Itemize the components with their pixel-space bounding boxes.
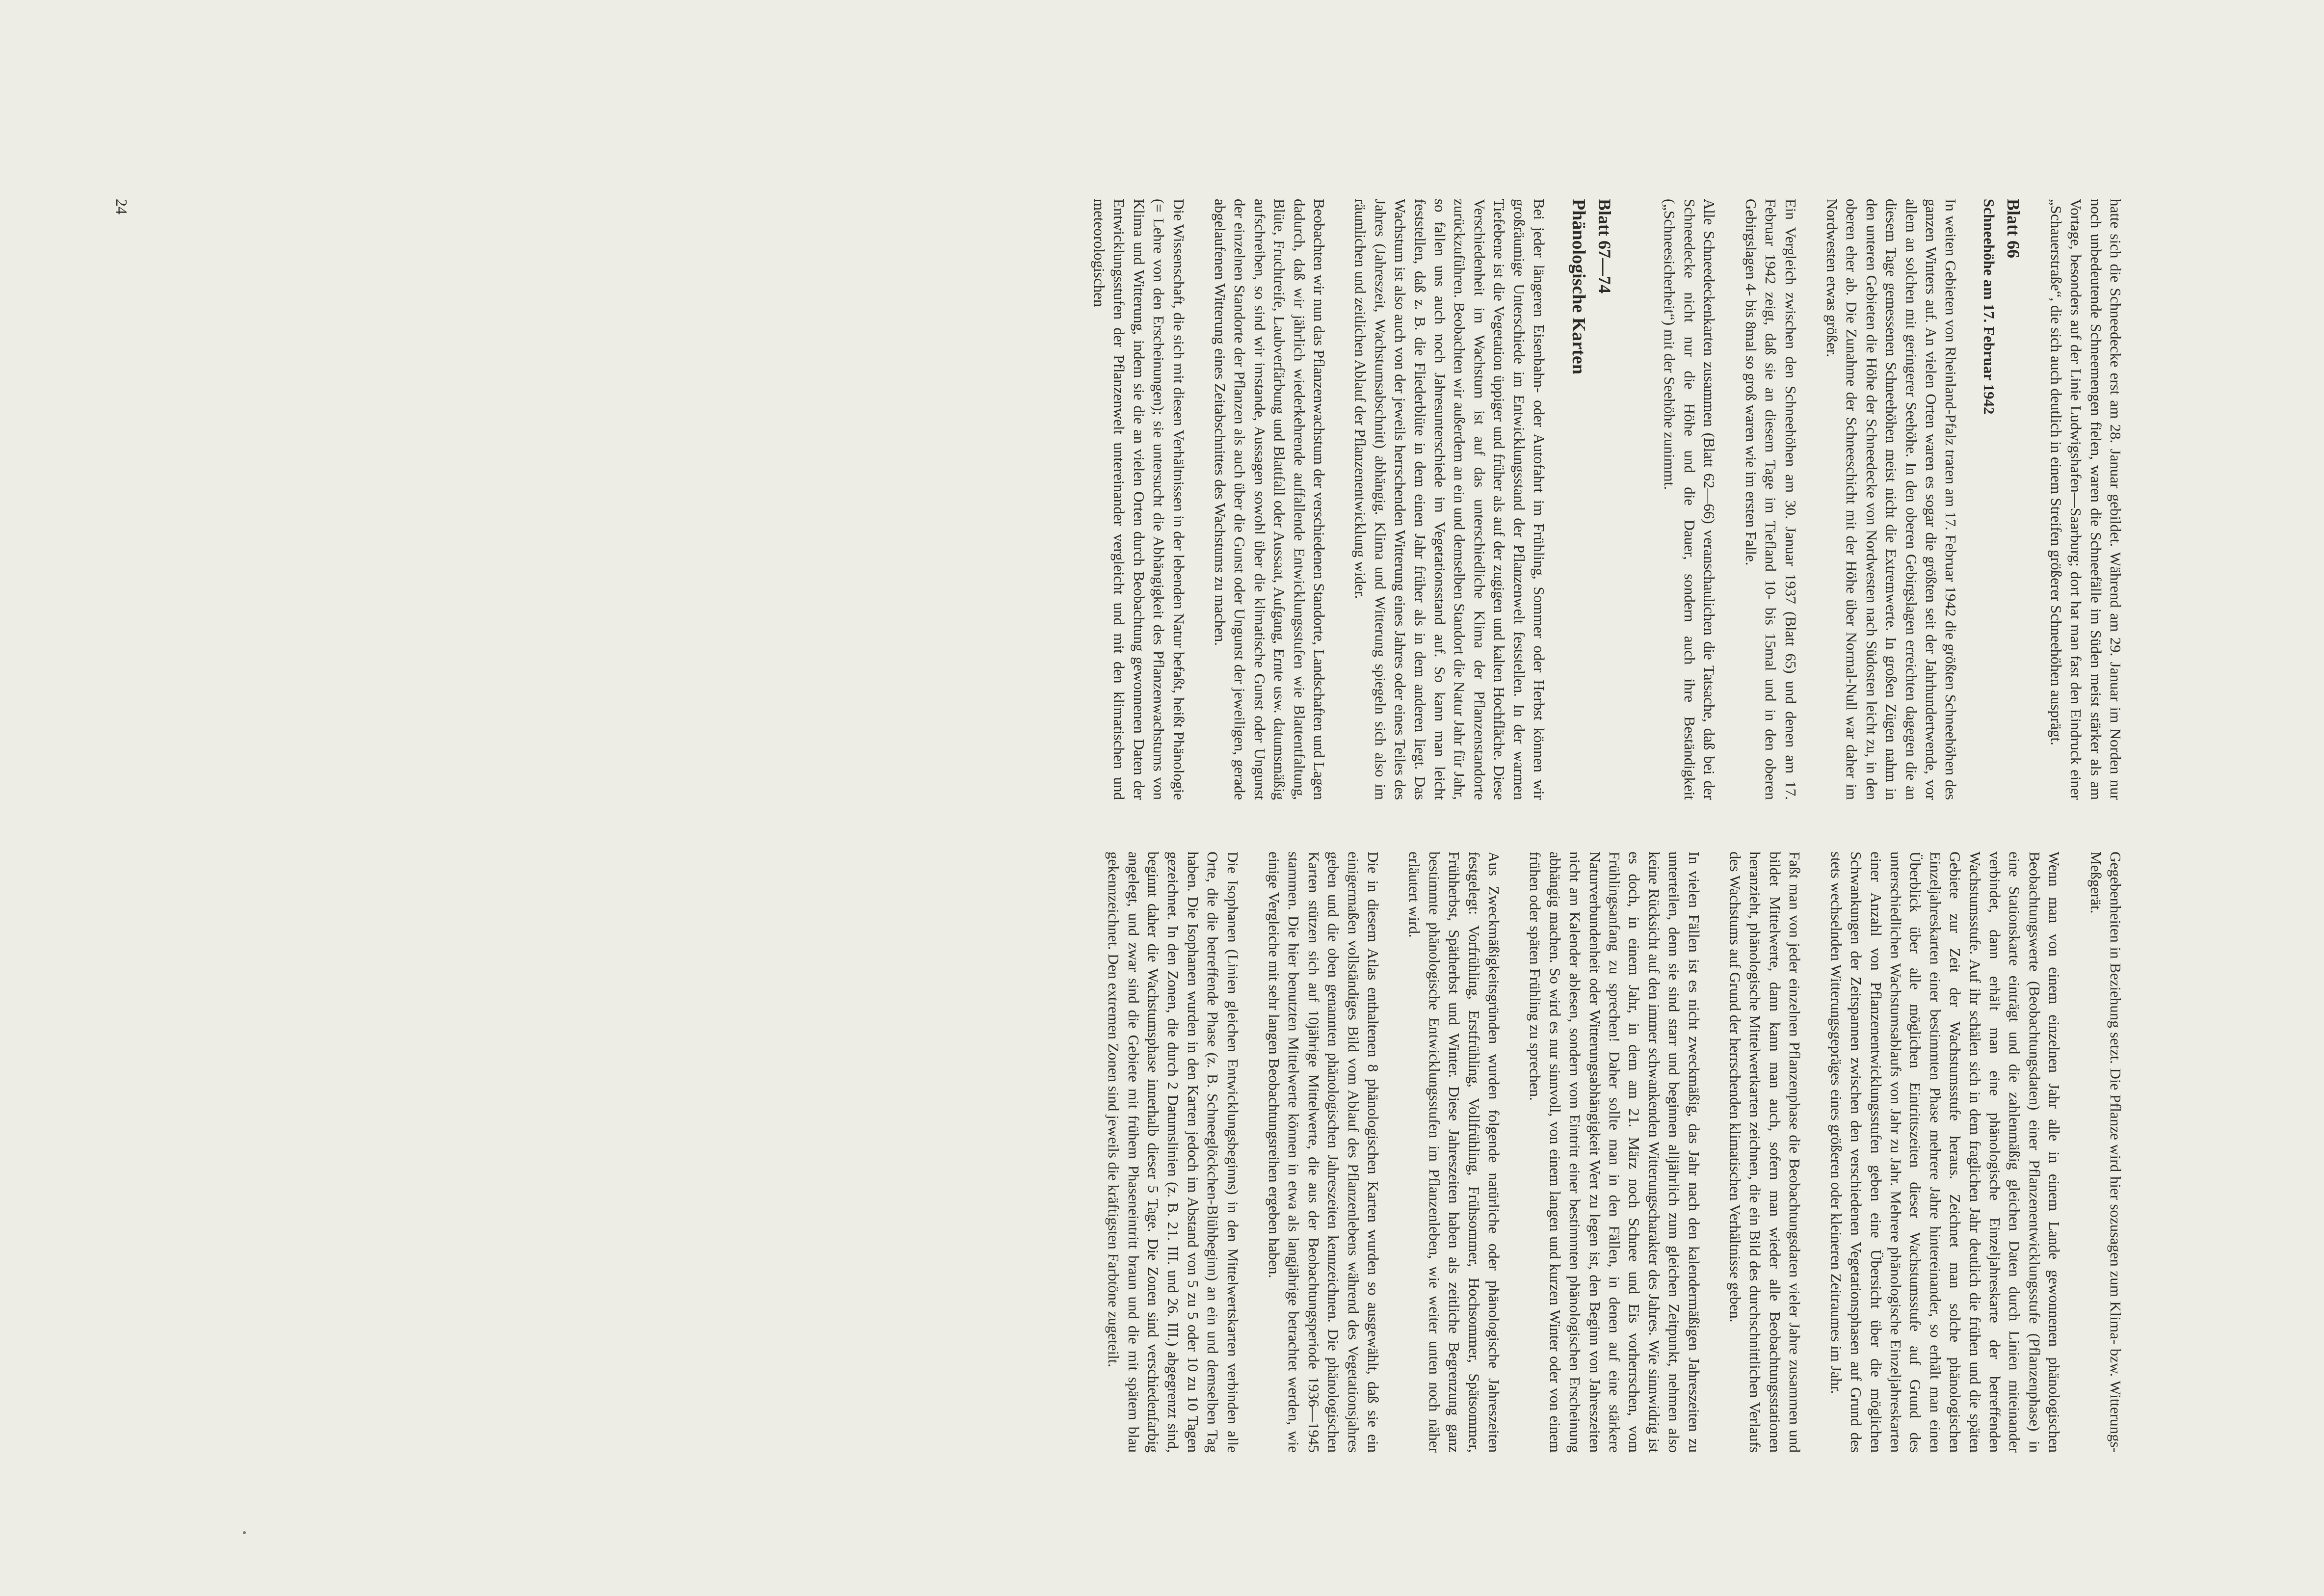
left-sheet-heading: Blatt 66 (2004, 199, 2024, 258)
left-paragraph: Ein Vergleich zwischen den Schneehöhen am 30. Januar 1937 (Blatt 65) und denen am 17. Februar 1942 zeigt, daß sie an diesem Tage im Tiefland 10- bis 15mal und in den oberen Gebirgslagen 4- bis 8mal so groß waren wie im ersten Falle. (1742, 199, 1799, 800)
left-paragraph: Alle Schneedeckenkarten zusammen (Blatt 62—66) veranschaulichen die Tatsache, daß bei der Schneedecke nicht nur die Höhe und die Dauer, sondern auch ihre Beständigkeit („Schneesicherheit“) mit der Seehöhe zunimmt. (1661, 199, 1718, 800)
left-paragraph: Bei jeder längeren Eisenbahn- oder Autofahrt im Frühling, Sommer oder Herbst können wir großräumige Unterschiede im Entwicklungsstand der Pflanzenwelt feststellen. In der warmen Tiefebene ist die Vegetation üppiger und früher als auf der zugigen und kalten Hochfläche. Diese Verschiedenheit im Wachstum ist auf das unterschiedliche Klima der Pflanzenstandorte zurückzuführen. Beobachten wir außerdem an ein und demselben Standort die Natur Jahr für Jahr, so fallen uns auch noch Jahresunterschiede im Vegetationsstand auf. So kann man leicht feststellen, daß z. B. die Fliederblüte in dem einen Jahr früher als in dem anderen liegt. Das Wachstum ist also auch von der jeweils herrschenden Witterung eines Jahres oder eines Teiles des Jahres (Jahreszeit, Wachstumsabschnitt) abhängig. Klima und Witterung spiegeln sich also im räumlichen und zeitlichen Ablauf der Pflanzenentwicklung wider. (1352, 199, 1548, 800)
right-paragraph: Wenn man von einem einzelnen Jahr alle in einem Lande gewonnenen phänologischen Beobachtungswerte (Beobachtungsdaten) einer Pflanzenentwicklungsstufe (Pflanzenphase) in eine Stationskarte einträgt und die zahlenmäßig gleichen Daten durch Linien miteinander verbindet, dann erhält man eine phänologische Einzeljahreskarte der betreffenden Wachstumsstufe. Auf ihr schälen sich in dem fraglichen Jahr deutlich die frühen und die späten Gebiete zur Zeit der Wachstumsstufe heraus. Zeichnet man solche phänologischen Einzeljahreskarten einer bestimmten Phase mehrere Jahre hintereinander, so erhält man einen Überblick über alle möglichen Eintrittszeiten dieser Wachstumsstufe auf Grund des unterschiedlichen Wachstumsablaufs von Jahr zu Jahr. Mehrere phänologische Einzeljahreskarten einer Anzahl von Pflanzenentwicklungsstufen geben eine Übersicht über die möglichen Schwankungen der Zeitspannen zwischen den verschiedenen Vegetationsphasen auf Grund des stets wechselnden Witterungsgepräges eines größeren oder kleineren Zeitraumes im Jahr. (1827, 851, 2063, 1453)
left-map-title: Schneehöhe am 17. Februar 1942 (1981, 199, 1998, 415)
left-paragraph: hatte sich die Schneedecke erst am 28. Januar gebildet. Während am 29. Januar im Norden nur noch unbedeutende Schneemengen fielen, waren die Schneefälle im Süden meist stärker als am Vortage, besonders auf der Linie Ludwigshafen—Saarburg; dort hat man fast den Eindruck einer „Schauerstraße“, die sich auch deutlich in einem Streifen größerer Schneehöhen ausprägt. (2047, 199, 2124, 800)
right-paragraph: Gegebenheiten in Beziehung setzt. Die Pflanze wird hier sozusagen zum Klima- bzw. Witterungs-Meßgerät. (2087, 851, 2124, 1453)
right-paragraph: Die in diesem Atlas enthaltenen 8 phänologischen Karten wurden so ausgewählt, daß sie ein einigermaßen vollständiges Bild vom Ablauf des Pflanzenlebens während des Vegetationsjahres geben und die oben genannten phänologischen Jahreszeiten kennzeichnen. Die phänologischen Karten stützen sich auf 10jährige Mittelwerte, die aus der Beobachtungsperiode 1936—1945 stammen. Die hier benutzten Mittelwerte können in etwa als langjährige betrachtet werden, wie einige Vergleiche mit sehr langen Beobachtungsreihen ergeben haben. (1265, 851, 1382, 1453)
right-paragraph: Faßt man von jeder einzelnen Pflanzenphase die Beobachtungsdaten vieler Jahre zusammen und bildet Mittelwerte, dann kann man auch, sofern man wieder alle Beobachtungsstationen heranzieht, phänologische Mittelwertkarten zeichnen, die ein Bild des durchschnittlichen Verlaufs des Wachstums auf Grund der herrschenden klimatischen Verhältnisse geben. (1727, 851, 1804, 1453)
right-paragraph: Die Isophanen (Linien gleichen Entwicklungsbeginns) in den Mittelwertskarten verbinden alle Orte, die die betreffende Phase (z. B. Schneeglöckchen-Blühbeginn) an ein und demselben Tag haben. Die Isophanen wurden in den Karten jedoch im Abstand von 5 zu 5 oder 10 zu 10 Tagen gezeichnet. In den Zonen, die durch 2 Datumslinien (z. B. 21. III. und 26. III.) abgegrenzt sind, beginnt daher die Wachstumsphase innerhalb dieser 5 Tage. Die Zonen sind verschiedenfarbig angelegt, und zwar sind die Gebiete mit frühem Phaseneintritt braun und die mit spätem blau gekennzeichnet. Den extremen Zonen sind jeweils die kräftigsten Farbtöne zugeteilt. (1105, 851, 1241, 1453)
left-section-title: Phänologische Karten (1568, 199, 1589, 374)
right-column (1082, 851, 2125, 1453)
right-paragraph: Aus Zweckmäßigkeitsgründen wurden folgende natürliche oder phänologische Jahreszeiten festgelegt: Vorfrühling, Erstfrühling, Vollfrühling, Frühsommer, Hochsommer, Spätsommer, Frühherbst, Spätherbst und Winter. Diese Jahreszeiten haben als zeitliche Begrenzung ganz bestimmte phänologische Entwicklungsstufen im Pflanzenleben, wie weiter unten noch näher erläutert wird. (1406, 851, 1503, 1453)
left-column (1068, 199, 2125, 800)
right-paragraph: In vielen Fällen ist es nicht zweckmäßig, das Jahr nach den kalendermäßigen Jahreszeiten zu unterteilen, denn sie sind starr und beginnen alljährlich zum gleichen Zeitpunkt, nehmen also keine Rücksicht auf den immer schwankenden Witterungscharakter des Jahres. Wie sinnwidrig ist es doch, in einem Jahr, in dem am 21. März noch Schnee und Eis vorherrschen, vom Frühlingsanfang zu sprechen! Daher sollte man in den Fällen, in denen auf eine stärkere Naturverbundenheit oder Witterungsabhängigkeit Wert zu legen ist, den Beginn von Jahreszeiten nicht am Kalender ablesen, sondern vom Eintritt einer bestimmten phänologischen Erscheinung abhängig machen. So wird es nur sinnvoll, von einem langen und kurzen Winter oder von einem frühen oder späten Frühling zu sprechen. (1527, 851, 1703, 1453)
left-paragraph: Beobachten wir nun das Pflanzenwachstum der verschiedenen Standorte, Landschaften und Lagen dadurch, daß wir jährlich wiederkehrende auffallende Entwicklungsstufen wie Blattentfaltung, Blüte, Fruchtreife, Laubverfärbung und Blattfall oder Aussaat, Aufgang, Ernte usw. datumsmäßig aufschreiben, so sind wir imstande, Aussagen sowohl über die klimatische Gunst oder Ungunst der einzelnen Standorte der Pflanzen als auch über die Gunst oder Ungunst der jeweiligen, gerade abgelaufenen Witterung eines Zeitabschnittes des Wachstums zu machen. (1212, 199, 1328, 800)
left-sheet-heading: Blatt 67—74 (1595, 199, 1615, 293)
print-speck (243, 1531, 246, 1534)
left-paragraph: Die Wissenschaft, die sich mit diesen Verhältnissen in der lebenden Natur befaßt, heißt Phänologie (= Lehre von den Erscheinungen); sie untersucht die Abhängigkeit des Pflanzenwachstums von Klima und Witterung, indem sie die an vielen Orten durch Beobachtung gewonnenen Daten der Entwicklungsstufen der Pflanzenwelt untereinander vergleicht und mit den klimatischen und meteorologischen (1090, 199, 1188, 800)
page-number: 24 (113, 199, 131, 214)
left-paragraph: In weiten Gebieten von Rheinland-Pfalz traten am 17. Februar 1942 die größten Schneehöhen des ganzen Winters auf. An vielen Orten waren es sogar die größten seit der Jahrhundertwende, vor allem an solchen mit geringerer Seehöhe. In den oberen Gebirgslagen erreichten dagegen die an diesem Tage gemessenen Schneehöhen meist nicht die Extremwerte. In großen Zügen nahm in den unteren Gebieten die Höhe der Schneedecke von Nordwesten nach Südosten leicht zu, in den oberen eher ab. Die Zunahme der Schneeschicht mit der Höhe über Normal-Null war daher im Nordwesten etwas größer. (1823, 199, 1960, 800)
